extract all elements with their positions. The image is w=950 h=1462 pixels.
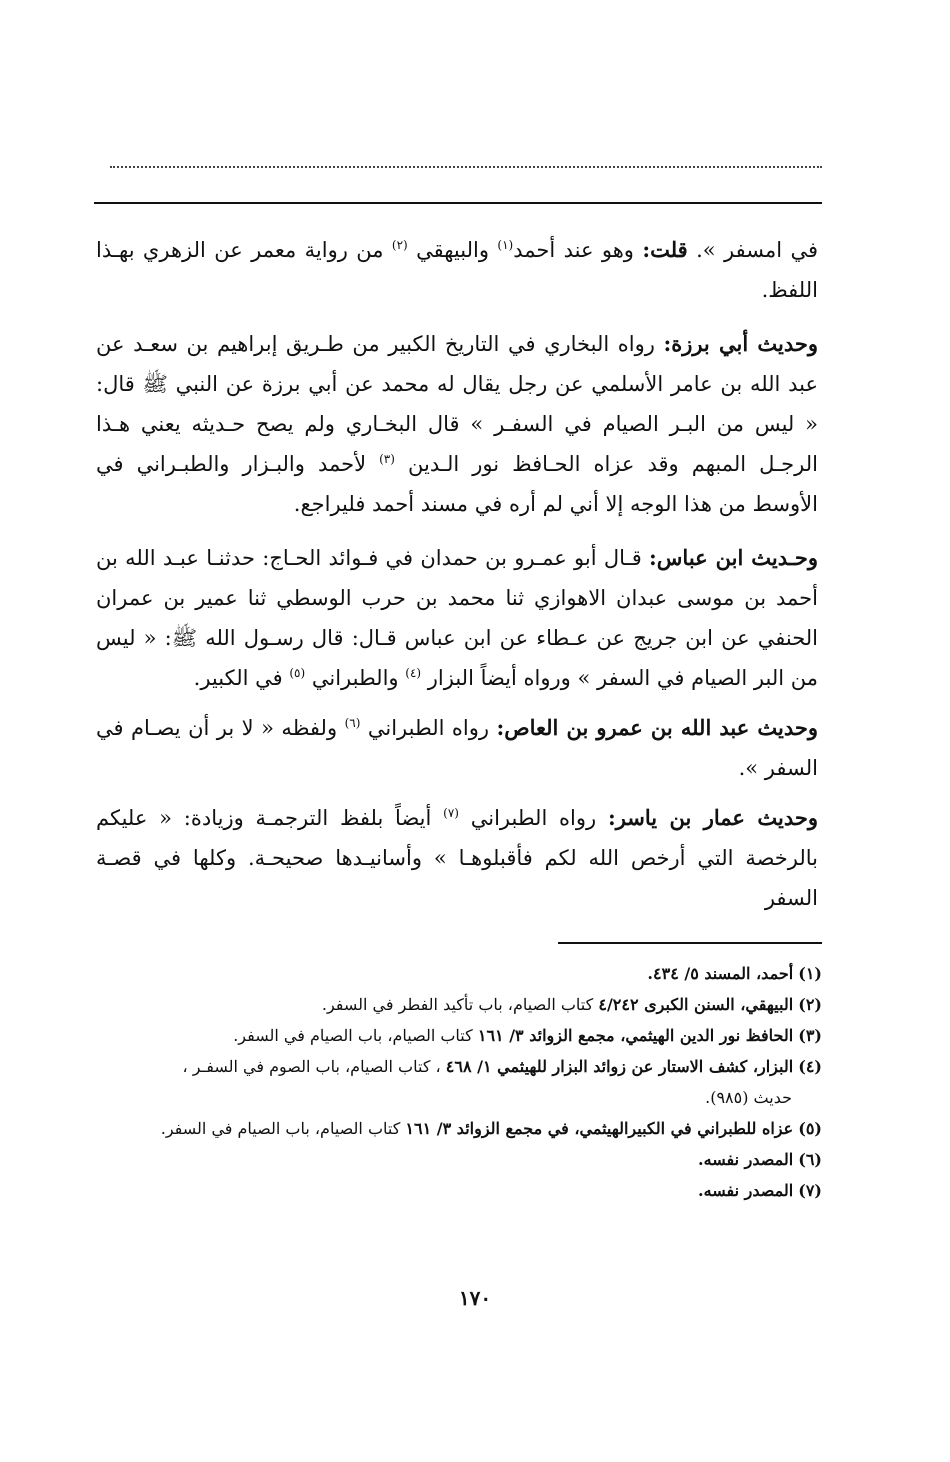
footnote-3 — [96, 1020, 822, 1051]
footnote-detail: ، كتاب الصيام، باب الصوم في السفـر ، — [182, 1057, 441, 1076]
p4-text: رواه الطبراني — [367, 716, 490, 740]
p2-text-2: لأحمد والبـزار والطبـراني في الأوسط من هذا الوجه إلا أني لم أره في مسند أحمد فليراجع. — [96, 452, 818, 516]
header-rule — [94, 202, 822, 204]
p5-text-2: أيضاً بلفظ الترجمـة وزيادة: « عليكم بالرخصة التي أرخص الله لكم فأقبلوهـا » وأسانيـدها صحيحـة. وكلها في قصـة السفر — [96, 806, 818, 910]
page-number: ١٧٠ — [458, 1286, 492, 1310]
footnote-number: (٥) — [798, 1119, 822, 1138]
p5-text: رواه الطبراني — [470, 806, 597, 830]
p3-text-2: والطبراني — [311, 666, 399, 690]
p3-text: قـال أبو عمـرو بن حمدان في فـوائد الحـاج: حدثنـا عبـد الله بن أحمد بن موسى عبدان الاهوازي ثنا محمد بن حرب الوسطي ثنا عمير بن عمران الحنفي عن ابن جريج عن عـطاء عن ابن عباس قـال: قال رسـول الله ﷺ: « ليس من البر الصيام في السفر » ورواه أيضاً البزار — [96, 546, 818, 690]
footnote-ref-2[interactable]: (٢) — [391, 238, 408, 252]
footnote-ref-4[interactable]: (٤) — [405, 666, 422, 680]
p5-lead: وحديث عمار بن ياسر: — [607, 805, 818, 830]
p4-text-2: ولفظه « لا بر أن يصـام في السفر ». — [96, 716, 818, 780]
footnote-5 — [96, 1113, 822, 1144]
p1-text-a: في امسفر ». — [696, 238, 818, 262]
p3-lead: وحـديث ابن عباس: — [649, 545, 818, 570]
footnote-number: (٣) — [798, 1026, 822, 1045]
footnote-1 — [96, 958, 822, 989]
paragraph-3 — [96, 538, 818, 698]
footnote-2 — [96, 989, 822, 1020]
p1-text-c: وهو عند أحمد — [513, 238, 634, 262]
paragraph-5 — [96, 798, 818, 918]
footnote-number: (٤) — [798, 1057, 822, 1076]
footnote-detail: كتاب الصيام، باب الصيام في السفر. — [233, 1026, 473, 1045]
footnote-rule — [558, 942, 822, 944]
p2-text: رواه البخاري في التاريخ الكبير من طـريق إبراهيم بن سعـد عن عبد الله بن عامر الأسلمي عن رجل يقال له محمد عن أبي برزة عن النبي ﷺ قال: « ليس من البـر الصيام في السفـر » قال البخـاري ولم يصح حـديثه يعني هـذا الرجـل المبهم وقد عزاه الحـافظ نور الـدين — [96, 332, 818, 476]
p2-lead: وحديث أبي برزة: — [663, 331, 818, 356]
footnote-source: البيهقي، السنن الكبرى ٤/٢٤٢ — [598, 995, 794, 1014]
footnote-source: البزار، كشف الاستار عن زوائد البزار للهيثمي ١/ ٤٦٨ — [445, 1057, 794, 1076]
dotted-separator — [110, 166, 822, 168]
footnote-detail: كتاب الصيام، باب تأكيد الفطر في السفر. — [321, 995, 594, 1014]
footnote-number: (٦) — [798, 1150, 822, 1169]
footnote-source: المصدر نفسه. — [698, 1150, 794, 1169]
footnote-source: عزاه للطبراني في الكبيرالهيثمي، في مجمع الزوائد ٣/ ١٦١ — [405, 1119, 794, 1138]
p1-text-d: والبيهقي — [416, 238, 489, 262]
p3-text-3: في الكبير. — [193, 666, 283, 690]
footnote-ref-6[interactable]: (٦) — [344, 716, 361, 730]
footnote-ref-5[interactable]: (٥) — [289, 666, 306, 680]
p1-text-e: من رواية معمر عن الزهري بهـذا اللفظ. — [96, 238, 818, 302]
footnote-ref-7[interactable]: (٧) — [443, 806, 459, 820]
main-text — [96, 230, 818, 918]
footnote-source: أحمد، المسند ٥/ ٤٣٤. — [647, 964, 794, 983]
footnote-ref-3[interactable]: (٣) — [379, 452, 395, 466]
footnote-number: (٧) — [798, 1181, 822, 1200]
footnote-6 — [96, 1144, 822, 1175]
paragraph-1 — [96, 230, 818, 310]
p1-qultu: قلت: — [642, 237, 688, 262]
paragraph-4 — [96, 708, 818, 788]
footnote-detail: كتاب الصيام، باب الصيام في السفر. — [160, 1119, 401, 1138]
p4-lead: وحديث عبد الله بن عمرو بن العاص: — [496, 715, 818, 740]
footnote-4 — [96, 1051, 822, 1113]
footnote-number: (١) — [798, 964, 822, 983]
footnote-source: الحافظ نور الدين الهيثمي، مجمع الزوائد ٣/ ١٦١ — [477, 1026, 794, 1045]
footnote-number: (٢) — [798, 995, 822, 1014]
footnotes — [96, 958, 822, 1206]
footnote-ref-1[interactable]: (١) — [497, 238, 514, 252]
footnote-7 — [96, 1175, 822, 1206]
paragraph-2 — [96, 324, 818, 524]
footnote-source: المصدر نفسه. — [698, 1181, 794, 1200]
footnote-continuation: حديث (٩٨٥). — [705, 1088, 792, 1107]
